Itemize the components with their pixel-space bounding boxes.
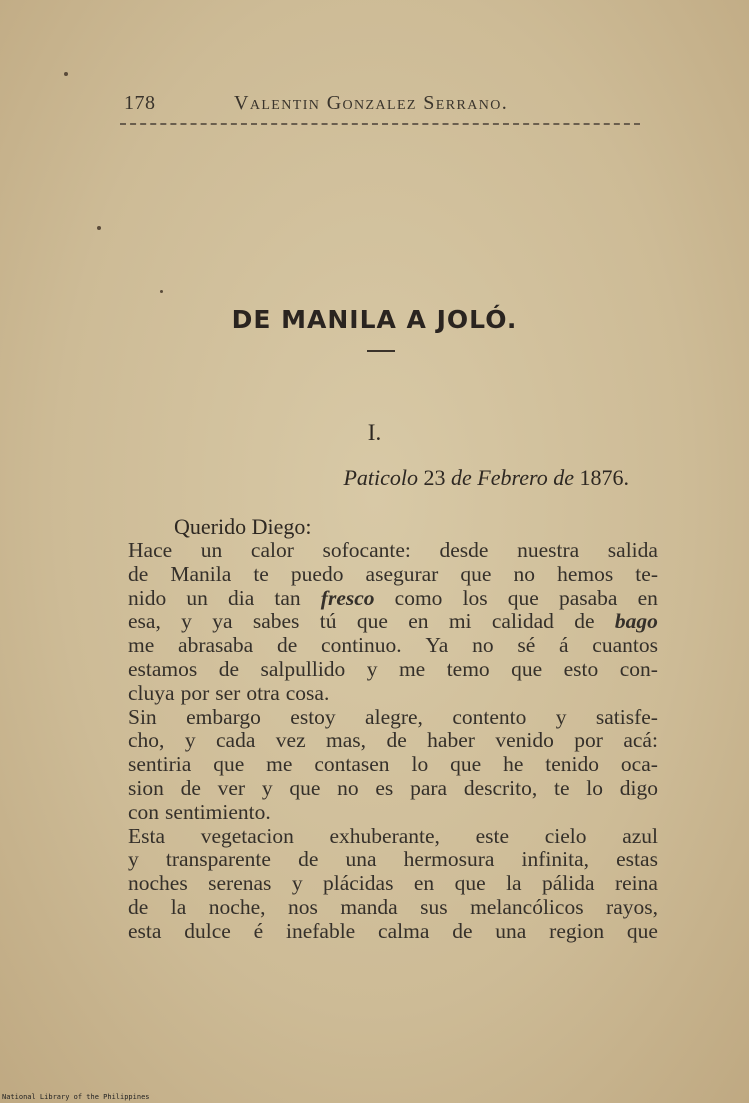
word: calma [378,918,430,943]
word: acá: [623,728,658,753]
word: sofocante: [322,538,411,562]
word: cluya [128,680,175,705]
word: plácidas [323,871,394,896]
text-line [128,753,658,777]
word: de [218,656,240,681]
word: descrito, [463,775,538,800]
word: oca- [620,752,658,777]
word: é [253,918,264,943]
word: me [398,656,426,681]
word: abrasaba [178,633,254,658]
word: ser [215,680,241,705]
word: un [200,538,223,562]
word: puedo [290,561,344,586]
text-line [128,539,658,563]
word: transparente [165,847,271,872]
word: continuo. [321,633,402,658]
word: calor [250,538,294,562]
word: con [128,799,160,824]
word: he [503,752,524,777]
word: y [261,775,273,800]
word: de [452,918,473,943]
word: como [394,585,443,610]
word: fresco [320,585,375,610]
word: cosa. [285,680,330,705]
dateline-year: 1876. [579,465,629,490]
word: cielo [544,823,587,848]
word: que [450,752,482,777]
word: vez [275,728,306,753]
word: exhuberante, [329,823,440,848]
scan-speck [97,226,101,230]
word: que [289,775,321,800]
dateline-place: Paticolo [343,465,418,490]
word: los [462,585,488,610]
dateline [343,465,629,491]
word: de [298,847,319,872]
text-line [128,848,658,872]
scan-speck [160,290,163,293]
word: Manila [170,561,232,586]
title-rule [367,350,395,352]
word: la [170,894,187,919]
word: dia [227,585,255,610]
word: region [549,918,605,943]
word: contasen [314,752,390,777]
word: no [472,633,494,658]
dateline-de1: de [451,465,472,490]
word: y [291,871,303,896]
word: embargo [186,704,261,729]
word: satisfe- [595,704,658,729]
text-line [128,658,658,682]
word: lo [411,752,429,777]
word: manda [340,894,398,919]
text-line [128,872,658,896]
word: en [408,609,429,634]
word: inefable [285,918,356,943]
word: á [559,633,569,658]
word: una [495,918,527,943]
word: que [454,871,486,896]
word: te [253,561,269,586]
word: hermosura [403,847,495,872]
word: bago [614,609,658,634]
word: venido [495,728,554,753]
word: ya [212,609,233,634]
word: y [555,704,567,729]
text-line [128,777,658,801]
word: que [356,609,388,634]
word: asegurar [365,561,439,586]
dateline-month: Febrero [477,465,548,490]
text-line [128,706,658,730]
word: tenido [545,752,600,777]
word: Hace [128,538,173,562]
word: me [128,633,155,658]
word: de [180,775,201,800]
word: sion [128,775,164,800]
word: sentimiento. [165,799,271,824]
word: Ya [425,633,449,658]
word: en [637,585,658,610]
word: te [554,775,570,800]
word: noches [128,871,188,896]
word: que [460,561,492,586]
word: un [186,585,208,610]
word: vegetacion [200,823,294,848]
word: nido [128,585,167,610]
word: no [513,561,536,586]
word: azul [622,823,658,848]
dateline-de2: de [553,465,574,490]
word: esto [563,656,599,681]
word: de [128,894,149,919]
word: la [506,871,522,896]
page-header [124,92,644,122]
word: esa, [128,609,161,634]
word: infinita, [521,847,590,872]
salutation: Querido Diego: [174,514,312,539]
word: melancólicos [470,894,584,919]
word: que [511,656,543,681]
word: otra [246,680,280,705]
word: y [184,728,196,753]
letter-body [128,539,658,944]
word: sus [420,894,448,919]
word: este [475,823,510,848]
word: de [386,728,407,753]
word: calidad [491,609,554,634]
word: sabes [252,609,300,634]
word: de [128,561,149,586]
word: mi [448,609,472,634]
word: esta [128,918,162,943]
word: que [626,918,658,943]
text-line [128,896,658,920]
word: noche, [208,894,266,919]
word: para [410,775,448,800]
word: rayos, [606,894,658,919]
word: nos [288,894,318,919]
section-number: I. [367,420,382,445]
word: cuantos [592,633,658,658]
word: serenas [208,871,272,896]
word: salpullido [260,656,346,681]
chapter-title: DE MANILA A JOLÓ. [231,305,518,334]
word: de [574,609,595,634]
text-line [128,682,658,706]
word: y [181,609,192,634]
word: tan [274,585,301,610]
footer-credit: National Library of the Philippines [2,1093,150,1101]
text-line [128,920,658,944]
word: alegre, [365,704,423,729]
word: lo [586,775,604,800]
word: y [128,847,139,872]
page-number: 178 [124,92,156,114]
text-line [128,563,658,587]
word: pasaba [558,585,618,610]
word: en [413,871,435,896]
word: tú [319,609,337,634]
text-line [128,729,658,753]
word: de [276,633,298,658]
text-line [128,587,658,611]
word: es [375,775,394,800]
word: una [345,847,377,872]
word: digo [619,775,658,800]
word: nuestra [517,538,580,562]
word: estas [616,847,658,872]
dateline-day: 23 [423,465,446,490]
header-rule [120,123,640,125]
word: hemos [557,561,614,586]
word: con- [619,656,658,681]
text-line [128,610,658,634]
word: contento [452,704,527,729]
word: salida [607,538,658,562]
word: mas, [326,728,367,753]
word: me [266,752,293,777]
word: sentiria [128,752,192,777]
word: ver [217,775,246,800]
word: por [574,728,603,753]
word: reina [614,871,658,896]
word: te- [635,561,658,586]
word: sé [517,633,536,658]
running-head: Valentin Gonzalez Serrano. [234,92,509,114]
word: estamos [128,656,198,681]
text-line [128,634,658,658]
word: estoy [290,704,336,729]
word: haber [427,728,475,753]
word: por [180,680,210,705]
word: Esta [128,823,166,848]
text-line [128,825,658,849]
word: que [213,752,245,777]
word: cada [215,728,256,753]
word: Sin [128,704,157,729]
scan-speck [64,72,68,76]
word: cho, [128,728,165,753]
word: y [366,656,378,681]
word: no [337,775,359,800]
word: dulce [184,918,231,943]
word: pálida [542,871,595,896]
word: temo [446,656,490,681]
word: que [507,585,539,610]
text-line [128,801,658,825]
word: desde [439,538,489,562]
